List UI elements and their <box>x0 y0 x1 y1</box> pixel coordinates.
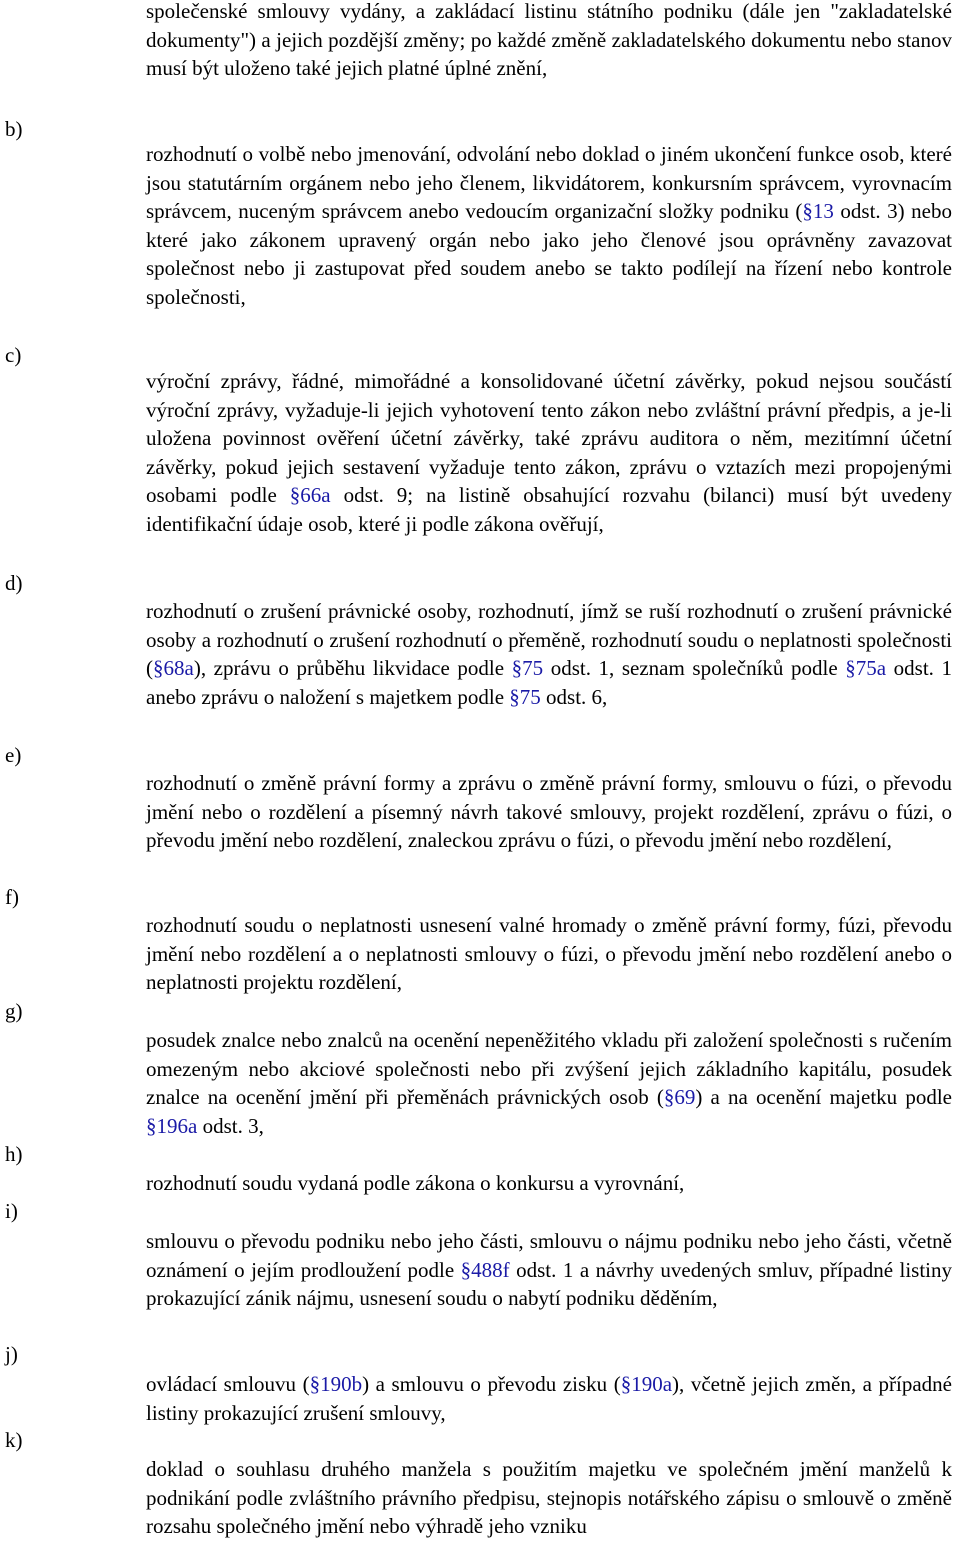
item-marker-f: f) <box>5 885 19 909</box>
section-reference-link[interactable]: §75 <box>511 656 544 681</box>
paragraph-text: rozhodnutí o zrušení právnické osoby, rozhodnutí, jímž se ruší rozhodnutí o zrušení právnické osoby a rozhodnutí o zrušení rozhodnutí o přeměně, rozhodnutí soudu o neplatnosti společnosti ( <box>146 599 952 681</box>
item-marker-k: k) <box>5 1428 23 1452</box>
section-reference-link[interactable]: §69 <box>663 1085 696 1110</box>
item-marker-b: b) <box>5 117 23 141</box>
paragraph-c <box>146 367 952 539</box>
paragraph-text: rozhodnutí o změně právní formy a zprávu o změně právní formy, smlouvu o fúzi, o převodu jmění nebo o rozdělení a písemný návrh takové smlouvy, projekt rozdělení, zprávu o fúzi, o převodu jmění nebo rozdělení, znaleckou zprávu o fúzi, o převodu jmění nebo rozdělení, <box>146 771 952 853</box>
paragraph-h <box>146 1169 952 1198</box>
paragraph-k <box>146 1455 952 1541</box>
section-reference-link[interactable]: §190a <box>620 1372 673 1396</box>
paragraph-text: odst. 9; na listině obsahující rozvahu (bilanci) musí být uvedeny identifikační údaje osob, které ji podle zákona ověřují, <box>146 483 952 536</box>
paragraph-text: ) a na ocenění majetku podle <box>695 1085 952 1110</box>
paragraph-j <box>146 1370 952 1427</box>
paragraph-text: rozhodnutí soudu o neplatnosti usnesení valné hromady o změně právní formy, fúzi, převodu jmění nebo rozdělení a o neplatnosti smlouvy o fúzi, o převodu jmění nebo rozdělení anebo o neplatnosti projektu rozdělení, <box>146 913 952 995</box>
paragraph-text: odst. 3) nebo které jako zákonem upravený orgán nebo jako jeho členové jsou oprávněny zavazovat společnost nebo ji zastupovat před soudem anebo se takto podílejí na řízení nebo kontrole společnosti, <box>146 199 953 309</box>
section-reference-link[interactable]: §68a <box>153 656 194 681</box>
paragraph-i <box>146 1227 952 1313</box>
paragraph-text: ), včetně jejich změn, a případné listiny prokazující zrušení smlouvy, <box>146 1372 953 1425</box>
paragraph-text: ) a smlouvu o převodu zisku ( <box>362 1372 621 1396</box>
item-marker-j: j) <box>5 1342 18 1366</box>
paragraph-g <box>146 1026 952 1140</box>
section-reference-link[interactable]: §488f <box>460 1257 510 1282</box>
paragraph-text: odst. 1 anebo zprávu o naložení s majetkem podle <box>146 656 952 709</box>
paragraph-text: výroční zprávy, řádné, mimořádné a konsolidované účetní závěrky, pokud nejsou součástí výroční zprávy, vyžaduje-li jejich vyhotovení tento zákon nebo zvláštní právní předpis, a je-li uložena povinnost ověření účetní závěrky, také zprávu auditora o něm, mezitímní účetní závěrky, pokud jejich sestavení vyžaduje tento zákon, zprávu o vztazích mezi propojenými osobami podle <box>146 369 952 508</box>
item-marker-h: h) <box>5 1142 23 1166</box>
section-reference-link[interactable]: §196a <box>146 1113 198 1138</box>
section-reference-link[interactable]: §75a <box>845 656 887 681</box>
paragraph-text: rozhodnutí soudu vydaná podle zákona o konkursu a vyrovnání, <box>146 1171 685 1195</box>
paragraph-text: odst. 6, <box>540 684 608 709</box>
paragraph-text: doklad o souhlasu druhého manžela s použitím majetku ve společném jmění manželů k podnikání podle zvláštního právního předpisu, stejnopis notářského zápisu o smlouvě o změně rozsahu společného jmění nebo výhradě jeho vzniku <box>146 1457 952 1539</box>
paragraph-e <box>146 769 952 855</box>
paragraph-text: rozhodnutí o volbě nebo jmenování, odvolání nebo doklad o jiném ukončení funkce osob, které jsou statutárním orgánem nebo jeho členem, likvidátorem, konkursním správcem, vyrovnacím správcem, nuceným správcem anebo vedoucím organizační složky podniku ( <box>146 142 952 224</box>
section-reference-link[interactable]: §66a <box>289 483 331 508</box>
paragraph-text: ), zprávu o průběhu likvidace podle <box>193 656 512 681</box>
section-reference-link[interactable]: §13 <box>802 199 834 224</box>
paragraph-text: ovládací smlouvu ( <box>146 1372 310 1396</box>
section-reference-link[interactable]: §75 <box>509 684 541 709</box>
item-marker-d: d) <box>5 571 23 595</box>
paragraph-f <box>146 911 952 997</box>
paragraph-text: odst. 1, seznam společníků podle <box>543 656 846 681</box>
section-reference-link[interactable]: §190b <box>309 1372 363 1396</box>
paragraph-text: posudek znalce nebo znalců na ocenění nepeněžitého vkladu při založení společnosti s ručením omezeným nebo akciové společnosti nebo při zvýšení jejich základního kapitálu, posudek znalce na ocenění jmění při přeměnách právnických osob ( <box>146 1028 952 1110</box>
paragraph-text: odst. 3, <box>197 1113 264 1138</box>
paragraph-d <box>146 597 952 711</box>
paragraph-b <box>146 140 952 312</box>
item-marker-i: i) <box>5 1199 18 1223</box>
paragraph-a-continuation <box>146 0 952 83</box>
item-marker-g: g) <box>5 999 23 1023</box>
item-marker-c: c) <box>5 343 22 367</box>
paragraph-text: odst. 1 a návrhy uvedených smluv, případné listiny prokazující zánik nájmu, usnesení soudu o nabytí podniku děděním, <box>146 1257 953 1311</box>
paragraph-text: společenské smlouvy vydány, a zakládací listinu státního podniku (dále jen "zakladatelské dokumenty") a jejich pozdější změny; po každé změně zakladatelského dokumentu nebo stanov musí být uloženo také jejich platné úplné znění, <box>146 0 952 81</box>
paragraph-text: smlouvu o převodu podniku nebo jeho části, smlouvu o nájmu podniku nebo jeho části, včetně oznámení o jejím prodloužení podle <box>146 1229 952 1282</box>
item-marker-e: e) <box>5 743 22 767</box>
